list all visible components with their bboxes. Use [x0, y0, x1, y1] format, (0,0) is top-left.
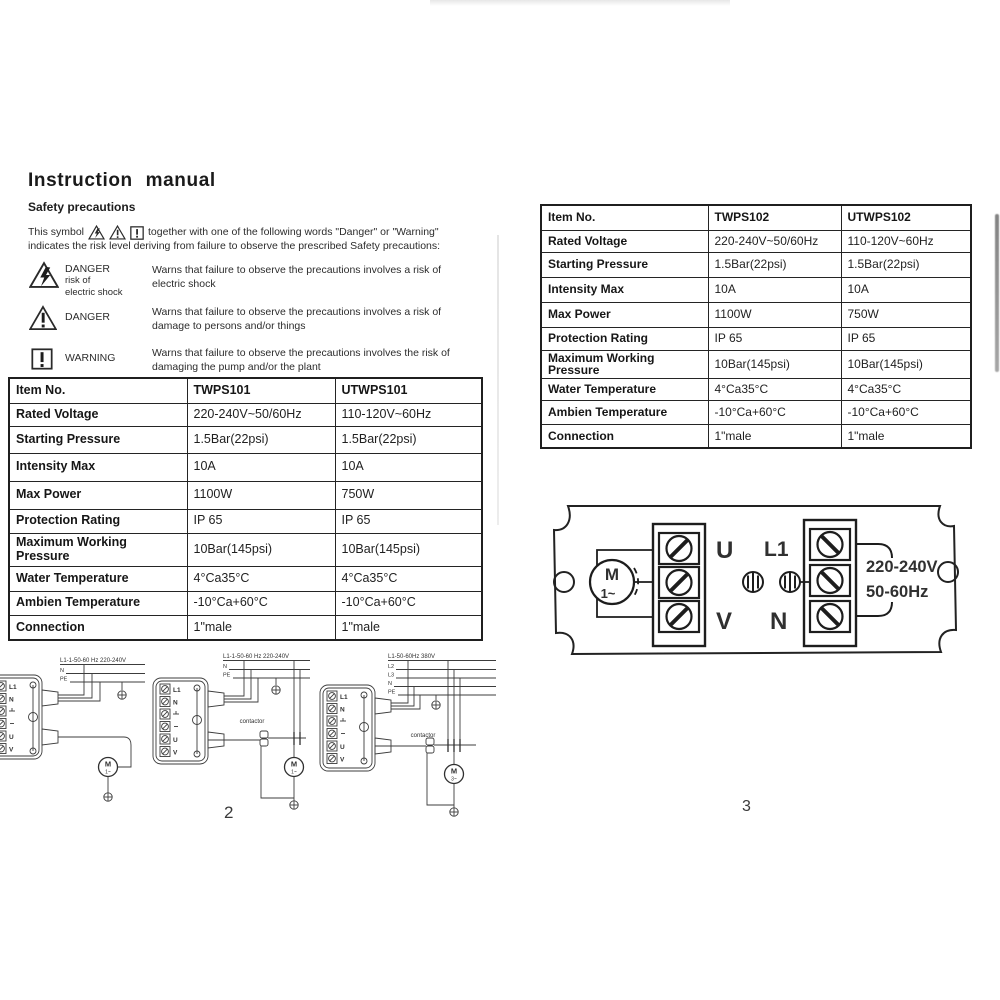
terminal-label-l1: L1	[340, 694, 348, 701]
terminal-label-u: U	[173, 737, 178, 744]
spec-value: IP 65	[841, 327, 971, 350]
spec-label: Max Power	[9, 481, 187, 509]
supply-frequency-label: 50-60Hz	[866, 583, 929, 601]
danger-triangle-icon	[29, 305, 57, 331]
warning-label-3: WARNING	[65, 352, 116, 364]
supply-label: L1-1-50-60 Hz 220-240V	[60, 658, 127, 664]
spec-label: Starting Pressure	[541, 252, 708, 277]
spec-label: Intensity Max	[9, 453, 187, 481]
wiring-diagram-single-phase-contactor	[148, 643, 318, 823]
spec-value: 110-120V~60Hz	[335, 403, 482, 426]
danger-triangle-icon	[109, 225, 126, 240]
line-n-label: N	[223, 664, 227, 670]
terminal-plate-diagram	[548, 498, 968, 670]
spec-value: 220-240V~50/60Hz	[708, 230, 841, 252]
spec-label: Connection	[541, 424, 708, 448]
warning-sub: electric shock	[65, 286, 123, 298]
warning-text-line: Warns that failure to observe the precautions involves a risk of	[152, 264, 442, 276]
table-row	[541, 205, 971, 230]
warning-text-line: damaging the pump and/or the plant	[152, 360, 321, 373]
spec-table-twps101	[8, 377, 483, 641]
spec-label: Maximum Working Pressure	[9, 533, 187, 566]
spec-value: 1.5Bar(22psi)	[335, 426, 482, 453]
spec-value: -10°Ca+60°C	[187, 591, 335, 615]
table-row	[9, 378, 482, 403]
spec-value: 1.5Bar(22psi)	[187, 426, 335, 453]
motor-type-label: 1~	[291, 769, 297, 776]
table-row	[541, 230, 971, 252]
terminal-label-v: V	[173, 749, 178, 757]
line-l3-label: L3	[388, 672, 395, 679]
spec-value: 4°Ca35°C	[708, 378, 841, 400]
spec-value: 1"male	[187, 615, 335, 640]
spec-label: Protection Rating	[9, 509, 187, 533]
warning-text-line: damage to persons and/or things	[152, 319, 306, 332]
table-row	[9, 533, 482, 566]
table-row	[9, 509, 482, 533]
spec-value: -10°Ca+60°C	[841, 400, 971, 424]
spec-value: 10A	[708, 277, 841, 302]
warning-text-line: electric shock	[152, 277, 216, 290]
terminal-label-l1: L1	[9, 684, 17, 691]
spec-value: -10°Ca+60°C	[335, 591, 482, 615]
terminal-label-v: V	[9, 746, 14, 754]
spec-label: Intensity Max	[541, 277, 708, 302]
spec-label: Rated Voltage	[541, 230, 708, 252]
intro-text-after: together with one of the following words "Danger" or "Warning"	[148, 225, 439, 238]
spec-label: Rated Voltage	[9, 403, 187, 426]
ground-symbol	[104, 793, 112, 801]
terminal-u-label: U	[716, 537, 734, 564]
spec-value: 1100W	[187, 481, 335, 509]
scan-smudge	[430, 0, 730, 6]
terminal-l1-label: L1	[764, 538, 789, 561]
intro-line-2: indicates the risk level deriving from failure to observe the prescribed Safety precautions:	[28, 240, 441, 252]
intro-paragraph	[28, 225, 490, 254]
ground-symbol	[432, 701, 440, 709]
spec-value: 220-240V~50/60Hz	[187, 403, 335, 426]
scan-edge-shadow	[995, 214, 999, 372]
line-pe-label: PE	[60, 676, 68, 683]
motor-label: M	[604, 565, 620, 584]
terminal-v-label: V	[716, 608, 733, 635]
warning-text-line: Warns that failure to observe the precautions involves a risk of	[152, 306, 442, 318]
terminal-label-n: N	[173, 699, 178, 707]
table-row	[541, 277, 971, 302]
spec-label: Ambien Temperature	[9, 591, 187, 615]
contactor-label: contactor	[239, 719, 265, 725]
mounting-hole	[554, 572, 574, 592]
table-row	[541, 424, 971, 448]
spec-header-col2: UTWPS102	[841, 205, 971, 230]
motor-label: M	[290, 759, 298, 769]
spec-value: IP 65	[708, 327, 841, 350]
page-number-2: 2	[224, 803, 234, 822]
spec-value: 110-120V~60Hz	[841, 230, 971, 252]
table-row	[9, 566, 482, 591]
table-row	[9, 453, 482, 481]
spec-header-col1: TWPS102	[708, 205, 841, 230]
spec-value: 1100W	[708, 302, 841, 327]
motor-label: M	[450, 766, 458, 776]
line-n-label: N	[388, 681, 392, 687]
motor-label: M	[104, 759, 112, 769]
motor-type-label: 1~	[600, 586, 616, 601]
table-row	[541, 350, 971, 378]
spec-value: IP 65	[335, 509, 482, 533]
table-row	[541, 327, 971, 350]
spec-value: -10°Ca+60°C	[708, 400, 841, 424]
spec-value: 10A	[841, 277, 971, 302]
terminal-label-v: V	[340, 756, 345, 764]
table-row	[541, 378, 971, 400]
warning-text-1	[152, 264, 487, 292]
table-row	[9, 615, 482, 640]
ground-symbol	[290, 801, 298, 809]
spec-header-label: Item No.	[9, 378, 187, 403]
table-row	[541, 252, 971, 277]
warning-square-icon	[130, 226, 144, 240]
line-l2-label: L2	[388, 664, 395, 670]
spec-value: 1"male	[841, 424, 971, 448]
warning-text-line: Warns that failure to observe the precautions involves the risk of	[152, 347, 450, 359]
spec-label: Max Power	[541, 302, 708, 327]
spec-value: 750W	[841, 302, 971, 327]
terminal-label-n: N	[340, 706, 345, 714]
warning-text-3	[152, 347, 487, 375]
spec-value: 750W	[335, 481, 482, 509]
earth-symbol	[743, 572, 763, 592]
ground-symbol	[272, 686, 280, 694]
spec-label: Water Temperature	[541, 378, 708, 400]
terminal-label-l1: L1	[173, 687, 181, 694]
spec-value: 1.5Bar(22psi)	[708, 252, 841, 277]
table-row	[541, 400, 971, 424]
motor-type-label: 3~	[451, 776, 457, 783]
page-edge-shadow	[497, 235, 499, 525]
table-row	[9, 426, 482, 453]
ground-symbol	[450, 808, 458, 816]
ground-symbol	[118, 691, 126, 699]
table-row	[541, 302, 971, 327]
earth-symbol	[780, 572, 800, 592]
terminal-label-u: U	[9, 734, 14, 741]
spec-label: Ambien Temperature	[541, 400, 708, 424]
wiring-diagram-single-phase	[0, 645, 150, 810]
table-row	[9, 403, 482, 426]
section-heading: Safety precautions	[28, 200, 136, 214]
spec-value: 10A	[187, 453, 335, 481]
terminal-n-label: N	[770, 608, 788, 635]
line-n-label: N	[60, 668, 64, 674]
warning-text-2	[152, 306, 487, 334]
terminal-label-n: N	[9, 696, 14, 704]
intro-line-1	[28, 225, 490, 240]
contactor-label: contactor	[410, 733, 436, 739]
motor-type-label: 1~	[105, 769, 111, 776]
table-row	[9, 481, 482, 509]
spec-label: Water Temperature	[9, 566, 187, 591]
spec-header-col2: UTWPS101	[335, 378, 482, 403]
spec-label: Maximum Working Pressure	[541, 350, 708, 378]
warning-square-icon	[31, 347, 53, 371]
spec-value: 10Bar(145psi)	[187, 533, 335, 566]
spec-value: 4°Ca35°C	[335, 566, 482, 591]
spec-value: 4°Ca35°C	[841, 378, 971, 400]
spec-value: 10Bar(145psi)	[841, 350, 971, 378]
line-pe-label: PE	[388, 689, 396, 696]
spec-value: 4°Ca35°C	[187, 566, 335, 591]
spec-value: 1"male	[708, 424, 841, 448]
warning-label-1	[65, 263, 123, 298]
warning-sub: risk of	[65, 275, 91, 287]
supply-label: L1-50-60Hz 380V	[388, 654, 436, 660]
spec-header-col1: TWPS101	[187, 378, 335, 403]
page-number-3: 3	[742, 798, 751, 815]
spec-value: 10Bar(145psi)	[335, 533, 482, 566]
spec-value: IP 65	[187, 509, 335, 533]
table-row	[9, 591, 482, 615]
spec-value: 1"male	[335, 615, 482, 640]
supply-label: L1-1-50-60 Hz 220-240V	[223, 654, 290, 660]
spec-label: Connection	[9, 615, 187, 640]
spec-label: Starting Pressure	[9, 426, 187, 453]
terminal-label-u: U	[340, 744, 345, 751]
spec-label: Protection Rating	[541, 327, 708, 350]
warning-word: DANGER	[65, 263, 110, 275]
spec-table-twps102	[540, 204, 972, 449]
spec-value: 10A	[335, 453, 482, 481]
electric-shock-triangle-icon	[29, 261, 59, 289]
spec-value: 10Bar(145psi)	[708, 350, 841, 378]
supply-voltage-label: 220-240V	[866, 558, 938, 576]
warning-label-2: DANGER	[65, 311, 110, 323]
line-pe-label: PE	[223, 672, 231, 679]
intro-text-before: This symbol	[28, 225, 85, 238]
lightning-triangle-icon	[88, 225, 105, 240]
wiring-diagram-three-phase-contactor	[308, 643, 503, 828]
spec-header-label: Item No.	[541, 205, 708, 230]
page-title: Instruction manual	[28, 170, 216, 191]
spec-value: 1.5Bar(22psi)	[841, 252, 971, 277]
